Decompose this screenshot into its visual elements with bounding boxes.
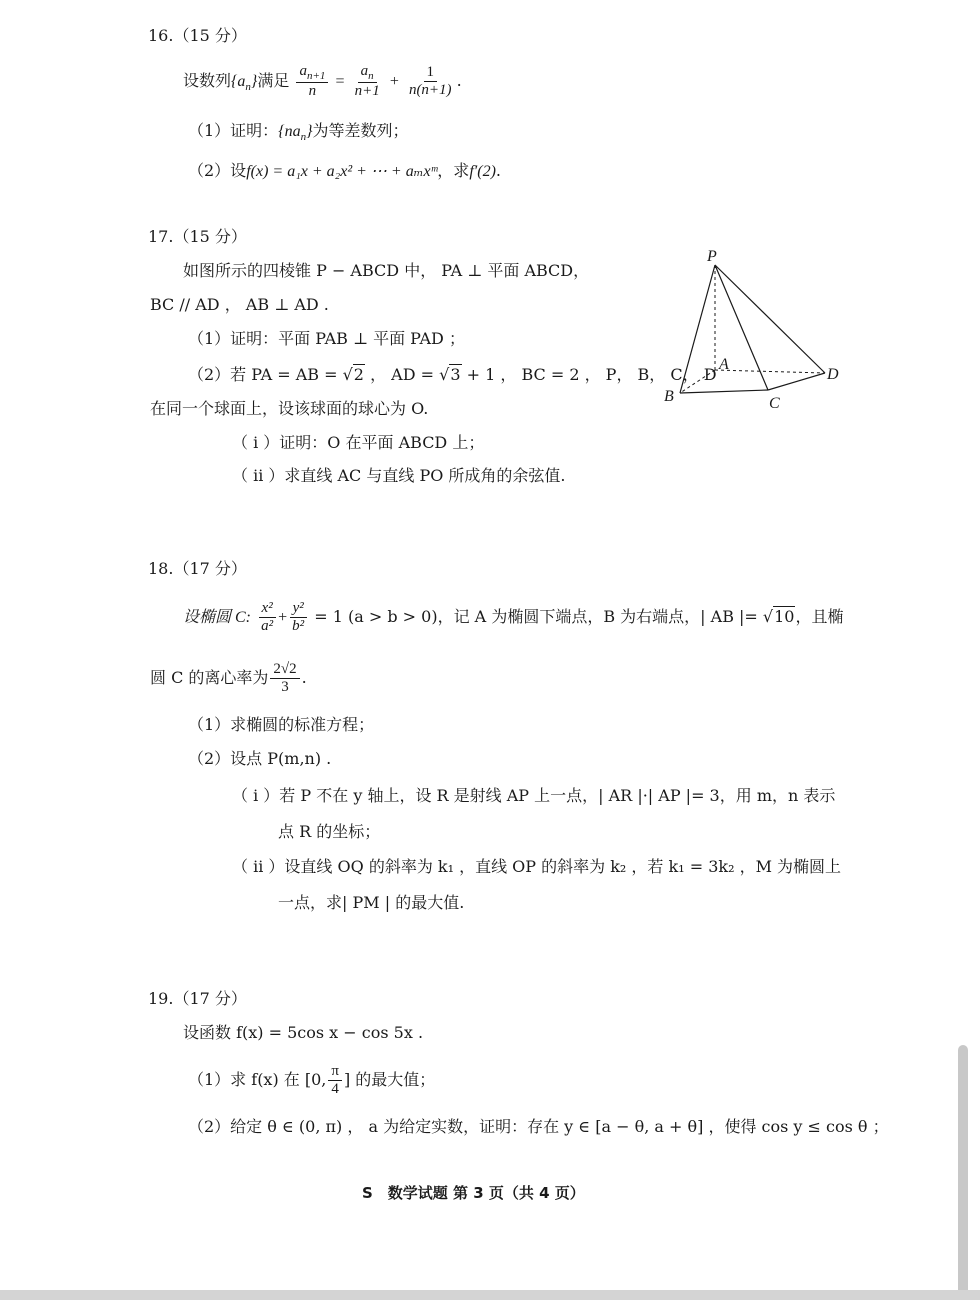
q16-part2: （2）设f(x) = a₁x + a₂x² + ⋯ + aₘxᵐ，求f′(2). xyxy=(188,161,502,180)
q16-frac-rhs2: $\frac{1}{n(n+1)}$ xyxy=(408,63,452,98)
pyramid-figure xyxy=(660,245,850,420)
label-B: B xyxy=(664,388,674,405)
q17-part1: （1）证明：平面 PAB ⊥ 平面 PAD ； xyxy=(188,329,465,348)
edge-AD xyxy=(715,370,825,373)
edge-PD xyxy=(715,265,825,373)
page-footer: S 数学试题 第 3 页（共 4 页） xyxy=(362,1184,585,1202)
q19-line1: 设函数 f(x) = 5cos x − cos 5x . xyxy=(183,1023,424,1042)
q17-header: 17.（15 分） xyxy=(148,227,247,246)
q18-line2: 圆 C 的离心率为 $\frac{2√2}{3}$ . xyxy=(150,660,307,695)
q17-sub-i: （ i ）证明：O 在平面 ABCD 上； xyxy=(232,433,485,452)
q16-frac-lhs: $\frac{a_{n+1}}{n}$ xyxy=(296,63,328,101)
q18-frac-x: $\frac{\text{x²}}{\text{a²}}$ xyxy=(258,600,276,636)
q18-sub-ii-cont: 一点，求| PM | 的最大值. xyxy=(278,893,465,912)
horizontal-scrollbar[interactable] xyxy=(0,1290,980,1300)
q18-frac-y: $\frac{\text{y²}}{\text{b²}}$ xyxy=(289,600,307,636)
q18-frac-ecc: $\frac{2√2}{3}$ xyxy=(270,661,299,697)
q18-header: 18.（17 分） xyxy=(148,559,247,578)
q19-part2: （2）给定 θ ∈ (0, π) ， a 为给定实数，证明：存在 y ∈ [a − θ, a + θ] ，使得 cos y ≤ cos θ ； xyxy=(188,1117,889,1136)
q19-part1: （1）求 f(x) 在 [0, $\frac{\pi}{4}$ ] 的最大值； xyxy=(188,1062,436,1097)
q18-part1: （1）求椭圆的标准方程； xyxy=(188,715,375,734)
q18-sub-ii: （ ii ）设直线 OQ 的斜率为 k₁ ，直线 OP 的斜率为 k₂ ，若 k₁ = 3k₂ ，M 为椭圆上 xyxy=(232,857,842,876)
label-A: A xyxy=(719,356,729,373)
label-C: C xyxy=(769,395,780,412)
q16-header: 16.（15 分） xyxy=(148,26,247,45)
q18-line1: 设椭圆 C: $\frac{\text{x²}}{\text{a²}}$ + $\frac{\text{y²}}{\text{b²}}$ = 1 (a > b > 0)，记 A 为椭圆下端点，B 为右端点，| AB |= √10，且椭 xyxy=(183,599,844,634)
label-D: D xyxy=(827,366,839,383)
q18-sub-i-cont: 点 R 的坐标； xyxy=(278,822,381,841)
q17-part2: （2）若 PA = AB = √2 ， AD = √3 + 1 ， BC = 2 ， P， B， C， D xyxy=(188,365,717,384)
q17-line2: BC // AD ， AB ⊥ AD . xyxy=(150,295,329,314)
q16-part1: （1）证明：$\{na_n\}$为等差数列； xyxy=(188,121,409,144)
q19-header: 19.（17 分） xyxy=(148,989,247,1008)
q17-line5: 在同一个球面上，设该球面的球心为 O. xyxy=(150,399,429,418)
edge-CD xyxy=(768,373,825,390)
label-P: P xyxy=(707,248,717,265)
q19-frac-pi4: $\frac{\pi}{4}$ xyxy=(328,1063,342,1099)
q18-part2: （2）设点 P(m,n) . xyxy=(188,749,332,768)
q16-frac-rhs1: $\frac{a_n}{n+1}$ xyxy=(354,62,380,100)
q18-sub-i: （ i ）若 P 不在 y 轴上，设 R 是射线 AP 上一点，| AR |·| AP |= 3，用 m，n 表示 xyxy=(232,786,836,805)
vertical-scrollbar[interactable] xyxy=(958,1045,968,1295)
q17-line1: 如图所示的四棱锥 P − ABCD 中， PA ⊥ 平面 ABCD， xyxy=(183,261,590,280)
q17-sub-ii: （ ii ）求直线 AC 与直线 PO 所成角的余弦值. xyxy=(232,466,566,485)
edge-BC xyxy=(680,390,768,393)
q16-intro: 设数列$\{a_n\}$满足 $\frac{a_{n+1}}{n}$ = $\frac{a_n}{n+1}$ + $\frac{1}{n(n+1)}$ . xyxy=(183,62,462,100)
